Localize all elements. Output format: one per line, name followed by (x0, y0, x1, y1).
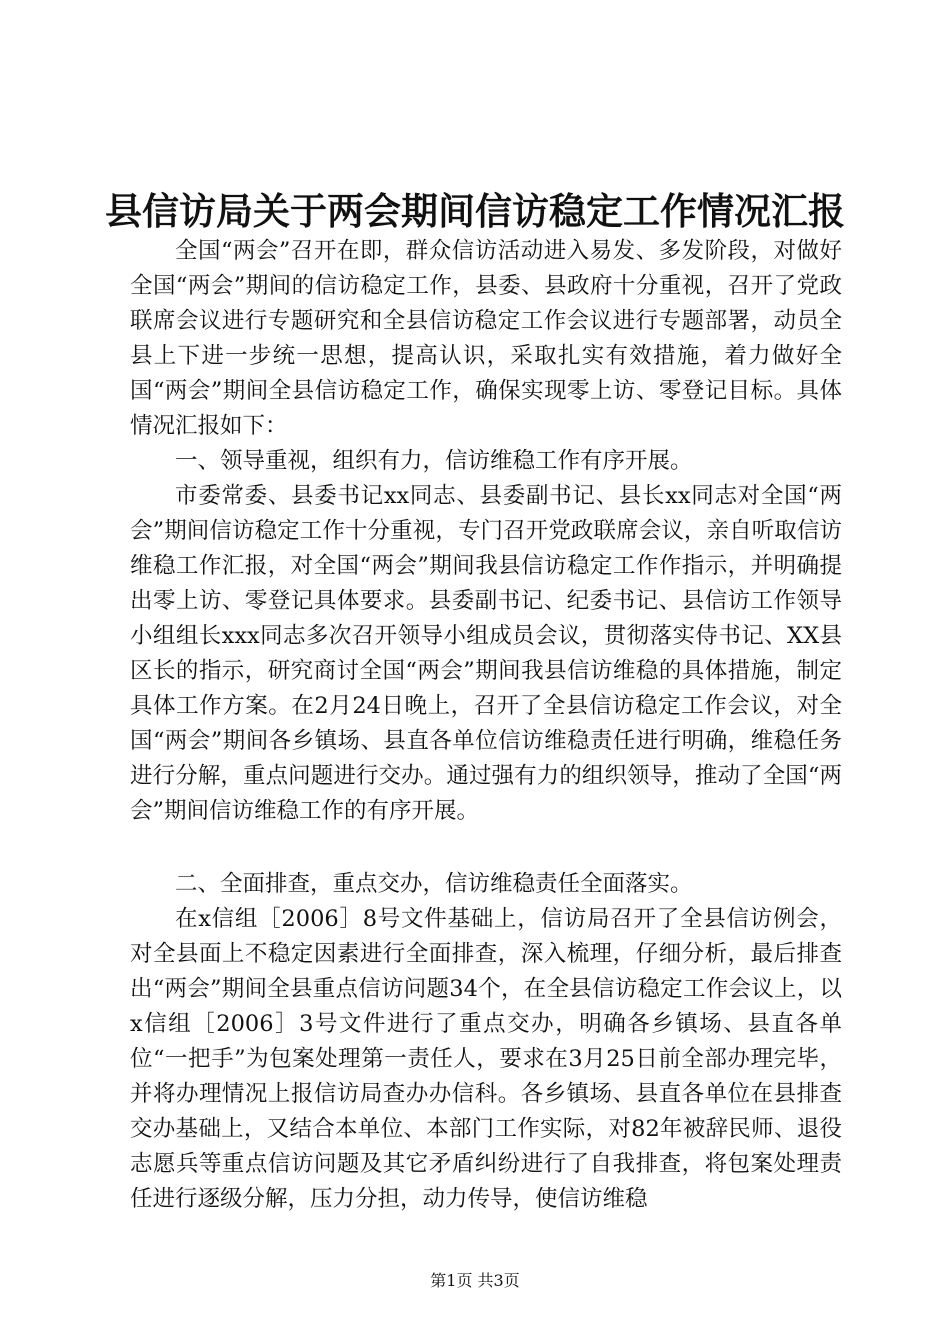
section-1-paragraph: 市委常委、县委书记xx同志、县委副书记、县长xx同志对全国“两会”期间信访稳定工作十分重视，专门召开党政联席会议，亲自听取信访维稳工作汇报，对全国“两会”期间我县信访稳定工作作指示，并明确提出零上访、零登记具体要求。县委副书记、纪委书记、县信访工作领导小组组长xxx同志多次召开领导小组成员会议，贯彻落实侍书记、XX县区长的指示，研究商讨全国“两会”期间我县信访维稳的具体措施，制定具体工作方案。在2月24日晚上，召开了全县信访稳定工作会议，对全国“两会”期间各乡镇场、县直各单位信访维稳责任进行明确，维稳任务进行分解，重点问题进行交办。通过强有力的组织领导，推动了全国“两会”期间信访维稳工作的有序开展。 (130, 483, 842, 824)
section-heading-2: 二、全面排查，重点交办，信访维稳责任全面落实。 (175, 871, 693, 897)
intro-paragraph: 全国“两会”召开在即，群众信访活动进入易发、多发阶段，对做好全国“两会”期间的信访稳定工作，县委、县政府十分重视，召开了党政联席会议进行专题研究和全县信访稳定工作会议进行专题部署，动员全县上下进一步统一思想，提高认识，采取扎实有效措施，着力做好全国“两会”期间全县信访稳定工作，确保实现零上访、零登记目标。具体情况汇报如下： (130, 238, 842, 439)
page-number-footer: 第1页 共3页 (430, 1271, 520, 1290)
document-title: 县信访局关于两会期间信访稳定工作情况汇报 (105, 189, 845, 233)
paragraph-gap (130, 829, 842, 867)
section-heading-1: 一、领导重视，组织有力，信访维稳工作有序开展。 (175, 448, 693, 474)
document-body (130, 234, 842, 1217)
section-2-paragraph: 在x信组［2006］8号文件基础上，信访局召开了全县信访例会，对全县面上不稳定因素进行全面排查，深入梳理，仔细分析，最后排查出“两会”期间全县重点信访问题34个，在全县信访稳定工作会议上，以x信组［2006］3号文件进行了重点交办，明确各乡镇场、县直各单位“一把手”为包案处理第一责任人，要求在3月25日前全部办理完毕，并将办理情况上报信访局查办办信科。各乡镇场、县直各单位在县排查交办基础上，又结合本单位、本部门工作实际，对82年被辞民师、退役志愿兵等重点信访问题及其它矛盾纠纷进行了自我排查，将包案处理责任进行逐级分解，压力分担，动力传导，使信访维稳 (130, 906, 842, 1212)
